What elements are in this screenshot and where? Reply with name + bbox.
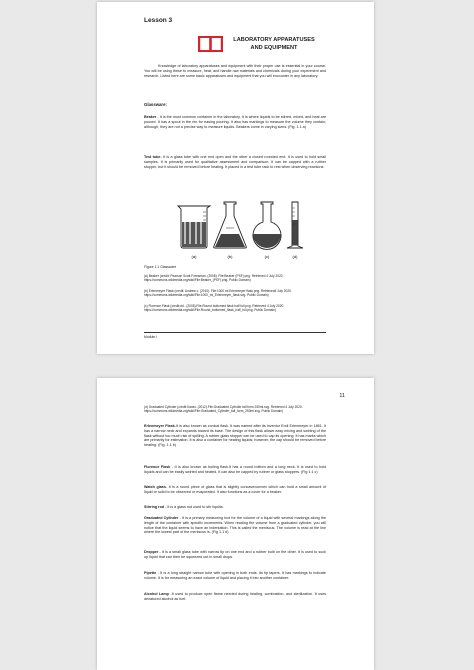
document-page-2 [97,378,374,670]
graduated-cylinder-text: - It is a primary measuring tool for the volume of a liquid with several markings along the length of the container with specific increments. When reading the volume from a graduated cylinder, you will notice that the liquid seems to have an indentation. This is called the meniscus. The volume is read at the line where the lowest part of the meniscus is. (Fig 1.1 d) [144,516,326,535]
lesson-label: Lesson 3 [144,17,173,24]
erlenmeyer-paragraph [144,424,326,448]
fig-label-c: (c) [264,254,270,259]
watch-glass-paragraph [144,485,326,495]
credit-c: (c) Florence Flask (credit:dd.. (2005).File:Round bottomed flask half full.png. Retrieved 4 July 2020. https://commons.wikimedia.org/wiki/File:Round_bottomed_flask_half_full.png. Public Domain) [144,304,285,313]
open-book-icon [198,35,223,53]
florence-term: Florence Flask [144,465,171,469]
watch-glass-term: Watch glass [144,485,166,489]
watch-glass-text: - It is a round piece of glass that is slightly concave/convex which can hold a small amount of liquid or solid to be observed or evaporated. It also functions as a cover for a beaker. [144,485,326,494]
alcohol-lamp-text: -It used to produce open flame needed during heating, combustion, and sterilization. It uses denatured alcohol as fuel. [144,592,326,601]
pipette-term: Pipette [144,571,157,575]
test-tube-term: Test tube [144,155,161,159]
stirring-rod-paragraph [144,505,326,510]
erlenmeyer-term: Erlenmeyer Flask [144,424,175,428]
beaker-paragraph [144,115,326,129]
stirring-rod-text: - It is a glass rod used to stir liquids. [164,505,224,509]
fig-label-a: (a) [191,254,197,259]
footer-module: Module I [144,335,158,339]
document-page-1 [97,2,374,354]
page-title [229,37,319,52]
glassware-heading: Glassware: [144,102,167,107]
glassware-figure [170,200,315,264]
florence-flask-illustration [253,202,281,249]
intro-paragraph: Knowledge of laboratory apparatuses and equipment with their proper use is essential in your course. You will be using these to measure, heat, and handle raw materials and chemicals during your experiment and research. Listed here are some basic apparatuses and equipment that you will encounter in any laboratory. [144,64,326,78]
alcohol-lamp-paragraph [144,592,326,602]
title-line-2: AND EQUIPMENT [250,44,298,51]
stirring-rod-term: Stirring rod [144,505,165,509]
dropper-term: Dropper [144,550,159,554]
credit-a: (a) Beaker (credit: Pearson Scott Foresman. (2008). File:Beaker (PSF).png. Retrieved 4 July 2020. https://commons.wikimedia.org/wiki/File:Beaker_(PSF).png. Public Domain) [144,274,284,283]
fig-label-b: (b) [227,254,233,259]
credit-d: (d) Graduated Cylinder (credit:Xavax. (2012).File:Graduated Cylinder tall form 250ml.svg. Retrieved 4 July 2020. https://commons.wikimedia.org/wiki/File:Graduated_Cylinder_tall_form_250ml.svg. Public Domain) [144,405,303,414]
test-tube-paragraph [144,155,326,169]
beaker-illustration [178,206,210,248]
pipette-paragraph [144,571,326,581]
figure-caption: Figure 1.1 Glassware [144,265,177,269]
graduated-cylinder-paragraph [144,516,326,535]
beaker-text: - It is the most common container in the laboratory. It is where liquids to be stirred, mixed, and heat are poured. It has a spout in the rim for easing pouring. It also has markings to measure the volume they contain; although, they are not a precise way to measure liquids. Beakers come in varying sizes. (Fig. 1.1 a) [144,115,326,129]
test-tube-text: - It is a glass tube with one end open and the other a closed rounded end. It is used to hold small samples. It is primarily used for qualitative assessment and comparison. It can be capped with a rubber stopper, but it should be removed before heating. It placed in a test tube rack to rest when observing reactions. [144,155,326,169]
page-number: 11 [339,393,345,399]
alcohol-lamp-term: Alcohol Lamp [144,592,169,596]
fig-label-d: (d) [292,254,298,259]
graduated-cylinder-term: Graduated Cylinder [144,516,179,520]
credit-b: (b) Erlenmeyer Flask (credit: Andrew c. (2010). File:1000 ml Erlenmeyer flask.png. Retrieved4 July 2020. https://commons.wikimedia.org/wiki/File:1000_ml_Erlenmeyer_flask.svg. Public Domain) [144,289,292,298]
erlenmeyer-flask-illustration [214,202,247,248]
florence-paragraph [144,465,326,475]
beaker-term: Beaker [144,115,157,119]
graduated-cylinder-illustration [287,202,303,248]
dropper-text: - It is a small glass tube with narrow tip on one end and a rubber bulb on the other. It is used to suck up liquid that can then be squeezed out in small drops. [144,550,326,559]
erlenmeyer-text: -It is also known as conical flask. It was named after its inventor Emil Erlenmeyer in 1861. It has a narrow neck and expands toward its base. The design of this flask allows easy mixing and swirling of the flask without too much risk of spilling. A rubber glass stopper can be used to cap its opening. It has marks which are primarily for estimation. It is also a container for heating liquids; however, the cap should be removed before heating. (Fig. 1.1 b) [144,424,327,448]
florence-text: - It is also known as boiling flask.It has a round bottom and a long neck. It is used to hold liquids and can be easily swirled and heated. It can also be capped by rubber or glass stoppers. (Fig 1.1 c) [144,465,326,474]
footer-rule [144,332,326,333]
pipette-text: - It is a long straight narrow tube with opening in both ends. Its tip tapers. It has markings to indicate volume. It is for measuring an exact volume of liquid and placing it into another container. [144,571,326,580]
title-line-1: LABORATORY APPARATUSES [233,37,315,43]
dropper-paragraph [144,550,326,560]
